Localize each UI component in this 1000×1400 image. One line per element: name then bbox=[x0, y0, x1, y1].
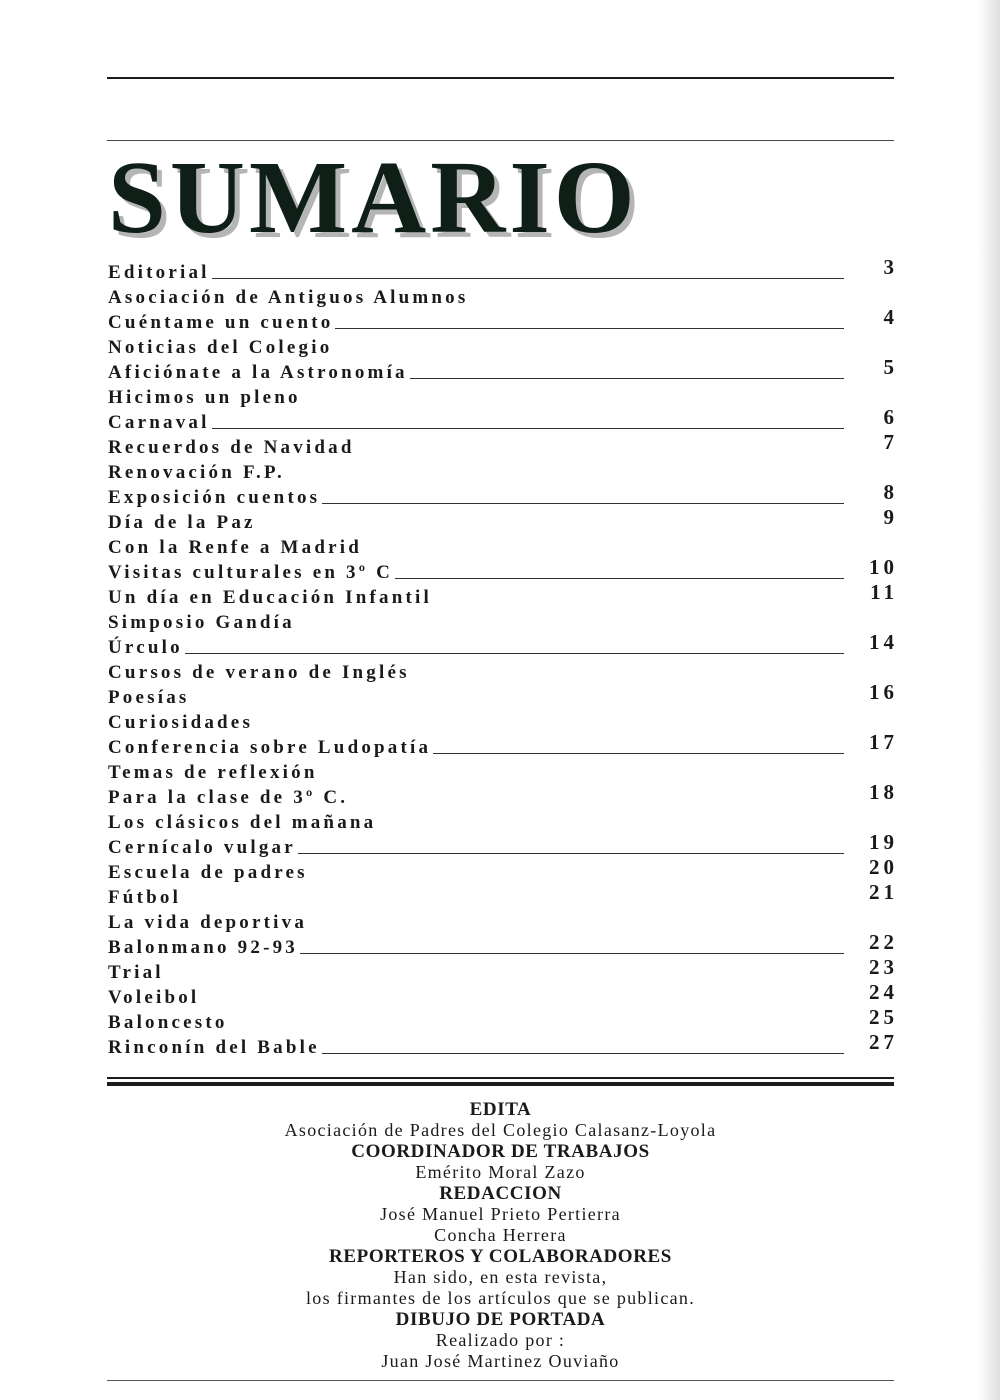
toc-entry bbox=[108, 680, 898, 709]
toc-entry-page: 11 bbox=[870, 580, 898, 604]
toc-entry-label: Rinconín del Bable bbox=[108, 1037, 320, 1058]
toc-entry bbox=[108, 880, 898, 909]
toc-entry bbox=[108, 255, 898, 284]
toc-entry bbox=[108, 505, 898, 534]
toc-entry-label: Un día en Educación Infantil bbox=[108, 587, 432, 608]
toc-entry bbox=[108, 580, 898, 609]
toc-entry-label: Noticias del Colegio bbox=[108, 337, 333, 358]
toc-entry-page: 10 bbox=[869, 555, 898, 579]
toc-entry-page: 14 bbox=[869, 630, 898, 654]
toc-entry-label: Renovación F.P. bbox=[108, 462, 285, 483]
toc-entry-label: Úrculo bbox=[108, 637, 183, 658]
toc-entry-page: 7 bbox=[883, 430, 898, 454]
toc-entry bbox=[108, 334, 894, 359]
toc-entry-page: 9 bbox=[883, 505, 898, 529]
toc-entry-label: Visitas culturales en 3º C bbox=[108, 562, 394, 583]
edita-text: Asociación de Padres del Colegio Calasanz-Loyola bbox=[284, 1120, 717, 1140]
toc-entry-label: Escuela de padres bbox=[108, 862, 308, 883]
page-title: SUMARIO bbox=[108, 140, 639, 255]
toc-entry bbox=[108, 780, 898, 809]
toc-entry-page: 23 bbox=[869, 955, 898, 979]
toc-leader-line bbox=[298, 853, 844, 854]
redaccion-text-2: Concha Herrera bbox=[434, 1225, 567, 1245]
toc-entry-label: Cernícalo vulgar bbox=[108, 837, 296, 858]
dibujo-text-1: Realizado por : bbox=[435, 1330, 566, 1350]
toc-entry bbox=[108, 855, 898, 884]
reporteros-text-2: los firmantes de los artículos que se publican. bbox=[305, 1288, 696, 1308]
toc-entry-label: Exposición cuentos bbox=[108, 487, 321, 508]
toc-entry-page: 8 bbox=[883, 480, 898, 504]
toc-entry-page: 27 bbox=[869, 1030, 898, 1054]
toc-entry bbox=[108, 355, 898, 384]
toc-entry-label: Balonmano 92-93 bbox=[108, 937, 298, 958]
toc-entry-page: 19 bbox=[869, 830, 898, 854]
toc-entry bbox=[108, 709, 894, 734]
toc-leader-line bbox=[322, 1053, 844, 1054]
toc-leader-line bbox=[410, 378, 844, 379]
toc-entry-label: Editorial bbox=[108, 262, 210, 283]
toc-entry bbox=[108, 305, 898, 334]
toc-entry bbox=[108, 930, 898, 959]
toc-leader-line bbox=[433, 753, 844, 754]
toc-entry bbox=[108, 430, 898, 459]
toc-entry bbox=[108, 480, 898, 509]
toc-entry bbox=[108, 955, 898, 984]
toc-entry-label: La vida deportiva bbox=[108, 912, 308, 933]
toc-entry bbox=[108, 980, 898, 1009]
toc-entry bbox=[108, 1030, 898, 1059]
toc-entry bbox=[108, 405, 898, 434]
toc-entry-label: Curiosidades bbox=[108, 712, 254, 733]
toc-leader-line bbox=[185, 653, 844, 654]
toc-entry-page: 24 bbox=[869, 980, 898, 1004]
toc-entry-label: Carnaval bbox=[108, 412, 210, 433]
toc-entry-label: Conferencia sobre Ludopatía bbox=[108, 737, 432, 758]
toc-entry-label: Temas de reflexión bbox=[108, 762, 318, 783]
toc-entry-label: Aficiónate a la Astronomía bbox=[108, 362, 408, 383]
toc-entry-page: 21 bbox=[869, 880, 898, 904]
toc-leader-line bbox=[300, 953, 844, 954]
reporteros-heading: REPORTEROS Y COLABORADORES bbox=[329, 1246, 672, 1267]
toc-entry bbox=[108, 384, 894, 409]
bottom-rule-thick bbox=[107, 1082, 894, 1086]
toc-entry-label: Fútbol bbox=[108, 887, 182, 908]
toc-entry-page: 17 bbox=[869, 730, 898, 754]
table-of-contents bbox=[108, 255, 898, 1059]
toc-entry-page: 20 bbox=[869, 855, 898, 879]
toc-entry-page: 22 bbox=[869, 930, 898, 954]
edita-heading: EDITA bbox=[469, 1099, 532, 1120]
toc-entry-label: Voleibol bbox=[108, 987, 200, 1008]
toc-entry-label: Hicimos un pleno bbox=[108, 387, 301, 408]
toc-leader-line bbox=[212, 428, 844, 429]
toc-leader-line bbox=[335, 328, 844, 329]
toc-entry-label: Recuerdos de Navidad bbox=[108, 437, 355, 458]
toc-entry-page: 6 bbox=[883, 405, 898, 429]
page-edge-shadow bbox=[978, 0, 1000, 1400]
toc-leader-line bbox=[322, 503, 844, 504]
footer-rule bbox=[107, 1380, 894, 1381]
toc-entry-label: Poesías bbox=[108, 687, 190, 708]
toc-entry bbox=[108, 730, 898, 759]
coordinador-heading: COORDINADOR DE TRABAJOS bbox=[351, 1141, 650, 1162]
toc-entry bbox=[108, 630, 898, 659]
toc-entry bbox=[108, 659, 894, 684]
toc-entry bbox=[108, 609, 894, 634]
toc-entry bbox=[108, 284, 894, 309]
toc-entry bbox=[108, 759, 894, 784]
toc-entry bbox=[108, 459, 894, 484]
toc-entry bbox=[108, 909, 894, 934]
toc-entry bbox=[108, 1005, 898, 1034]
toc-entry-label: Asociación de Antiguos Alumnos bbox=[108, 287, 469, 308]
dibujo-heading: DIBUJO DE PORTADA bbox=[395, 1309, 606, 1330]
redaccion-text-1: José Manuel Prieto Pertierra bbox=[380, 1204, 621, 1224]
toc-entry-label: Baloncesto bbox=[108, 1012, 228, 1033]
colophon bbox=[107, 1099, 894, 1372]
coordinador-text: Emérito Moral Zazo bbox=[415, 1162, 586, 1182]
toc-entry-label: Día de la Paz bbox=[108, 512, 256, 533]
toc-entry-label: Cursos de verano de Inglés bbox=[108, 662, 410, 683]
toc-entry-page: 25 bbox=[869, 1005, 898, 1029]
toc-entry-label: Para la clase de 3º C. bbox=[108, 787, 349, 808]
toc-entry-page: 4 bbox=[883, 305, 898, 329]
toc-entry-page: 18 bbox=[869, 780, 898, 804]
toc-entry-label: Cuéntame un cuento bbox=[108, 312, 334, 333]
bottom-rule-thin bbox=[107, 1077, 894, 1079]
toc-leader-line bbox=[212, 278, 844, 279]
toc-entry-label: Con la Renfe a Madrid bbox=[108, 537, 363, 558]
toc-entry bbox=[108, 555, 898, 584]
toc-entry-page: 3 bbox=[883, 255, 898, 279]
toc-leader-line bbox=[395, 578, 844, 579]
toc-entry-page: 5 bbox=[883, 355, 898, 379]
reporteros-text-1: Han sido, en esta revista, bbox=[393, 1267, 608, 1287]
toc-entry-label: Simposio Gandía bbox=[108, 612, 295, 633]
toc-entry bbox=[108, 809, 894, 834]
top-rule-thick bbox=[107, 77, 894, 79]
dibujo-text-2: Juan José Martinez Ouviaño bbox=[381, 1351, 620, 1371]
toc-entry bbox=[108, 534, 894, 559]
toc-entry-page: 16 bbox=[869, 680, 898, 704]
redaccion-heading: REDACCION bbox=[439, 1183, 562, 1204]
toc-entry-label: Los clásicos del mañana bbox=[108, 812, 377, 833]
toc-entry bbox=[108, 830, 898, 859]
toc-entry-label: Trial bbox=[108, 962, 164, 983]
